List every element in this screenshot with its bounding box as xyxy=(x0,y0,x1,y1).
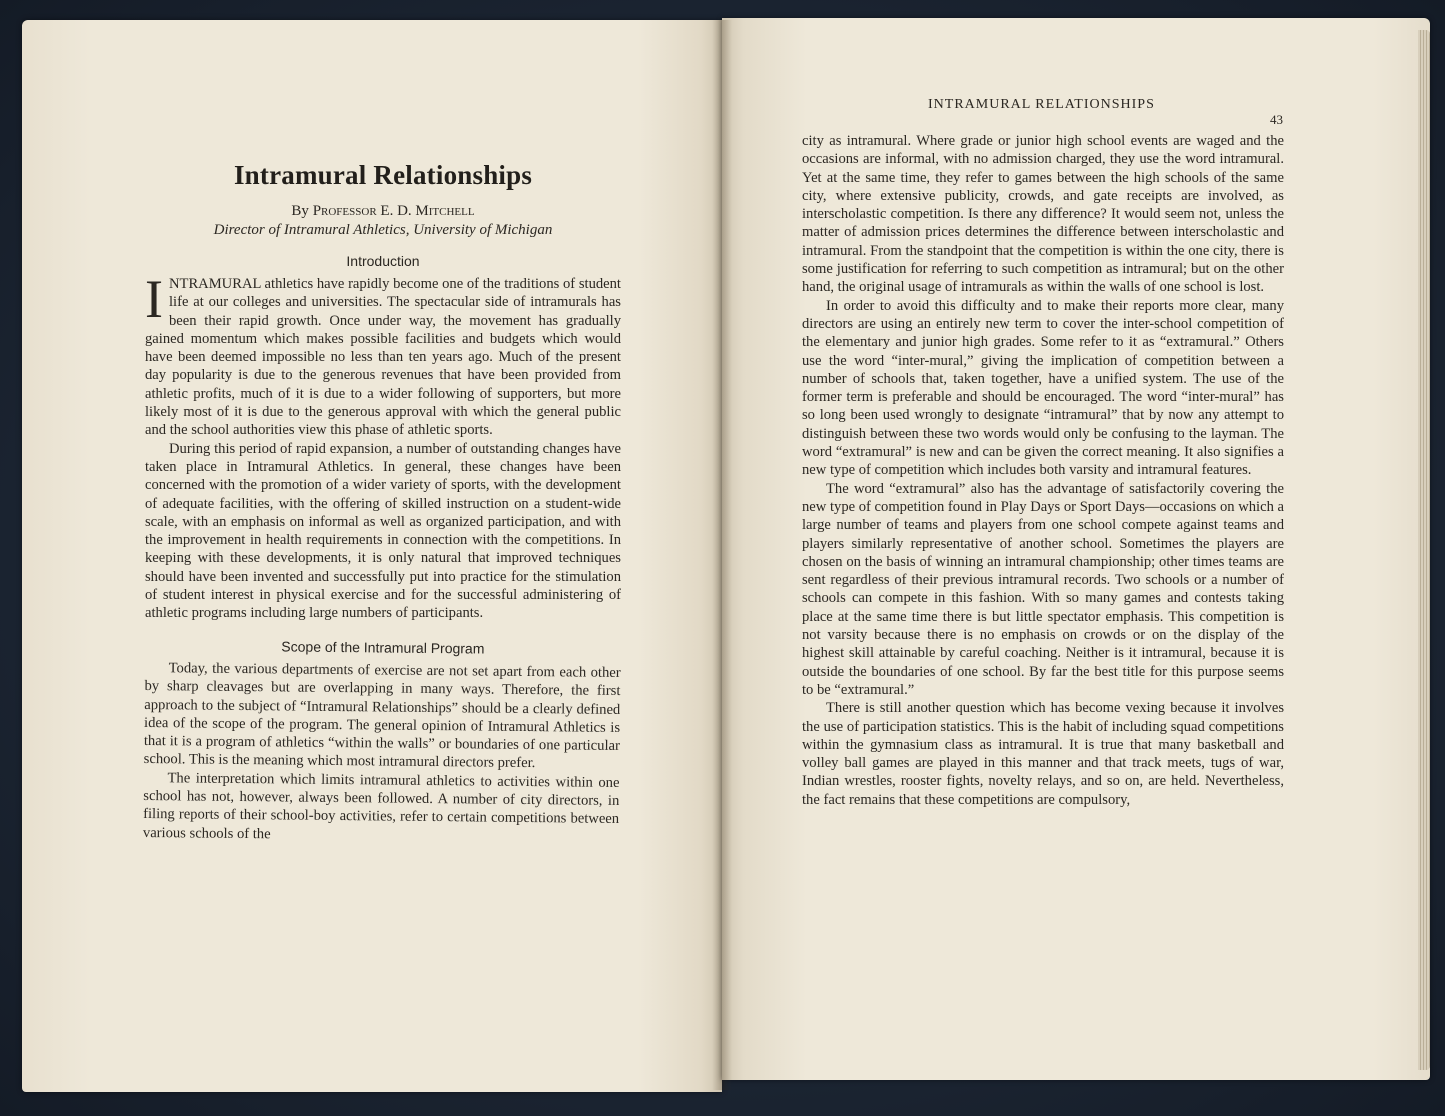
author-name: Professor E. D. Mitchell xyxy=(312,203,475,219)
right-page-text xyxy=(802,132,1284,809)
page-number: 43 xyxy=(1270,112,1283,127)
lower-left-block xyxy=(143,637,621,847)
paragraph-text: NTRAMURAL athletics have rapidly become one of the traditions of student life at our colleges and universities. The spectacular side of intramurals has been their rapid growth. Once under way, the movement has gradually gained momentum which makes possible facilities and budgets which would have been deemed impossible no less than ten years ago. Much of the present day popularity is due to the generous revenues that have been provided from athletic profits, much of it is due to a wider following of supporters, but more likely most of it is due to the generous approval with which the general public and the school authorities view this phase of athletic sports. xyxy=(145,276,621,439)
paragraph: In order to avoid this difficulty and to make their reports more clear, many directors are using an entirely new term to cover the inter-school competition of the elementary and junior high grades. Some refer to it as “extramural.” Others use the word “inter-mural,” giving the implication of competition between a number of schools that, taken together, have a unified system. The use of the former term is preferable and should be encouraged. The word “inter-mural” has so long been used wrongly to designate “intramural” that by now any attempt to distinguish between these two words would only be confusing to the layman. The word “extramural” is new and can be given the correct meaning. It also signifies a new type of competition which includes both varsity and intramural features. xyxy=(802,297,1284,479)
paragraph: During this period of rapid expansion, a number of outstanding changes have taken place in Intramural Athletics. In general, these changes have been concerned with the promotion of a wider variety of sports, with the development of adequate facilities, with the offering of skilled instruction on a student-wide scale, with an emphasis on informal as well as organized participation, and with the improvement in health requirements in connection with the competitions. In keeping with these developments, it is only natural that improved techniques should have been invented and successfully put into practice for the stimulation of student interest in physical exercise and for the successful administering of athletic programs including large numbers of participants. xyxy=(145,440,621,622)
running-head: INTRAMURAL RELATIONSHIPS xyxy=(928,97,1155,112)
book-gutter xyxy=(712,20,732,1090)
paragraph: city as intramural. Where grade or junior high school events are waged and the occasions are informal, with no admission charged, they use the word intramural. Yet at the same time, they refer to games between the high schools of the same city, where extensive publicity, crowds, and gate receipts are involved, as interscholastic competition. Is there any difference? It would seem not, unless the matter of admission prices determines the difference between interscholastic and intramural. From the standpoint that the competition is within the one city, there is some justification for referring to such competition as intramural; but on the other hand, the original usage of intramurals as within the walls of one school is lost. xyxy=(802,133,1284,296)
section-heading-scope: Scope of the Intramural Program xyxy=(281,638,485,657)
paragraph: Today, the various departments of exercise are not set apart from each other by sharp cleavages but are overlapping in many ways. Therefore, the first approach to the subject of “Intramural Relationships” should be a clearly defined idea of the scope of the program. The general opinion of Intramural Athletics is that it is a program of athletics “within the walls” or boundaries of one particular school. This is the meaning which most intramural directors prefer. xyxy=(143,659,621,772)
paragraph: The word “extramural” also has the advantage of satisfactorily covering the new type of competition found in Play Days or Sport Days—occasions on which a large number of teams and players from one school compete against teams and players similarly representative of another school. Sometimes the players are chosen on the basis of winning an intramural championship; other times teams are sent regardless of their previous intramural records. Two schools or a number of schools can compete in this fashion. With so many games and contests taking place at the same time there is but little spectator emphasis. This competition is not varsity because there is no emphasis on crowds or on the display of the highest skill attainable by careful coaching. Neither is it intramural, because it is outside the boundaries of one school. By far the best title for this purpose seems to be “extramural.” xyxy=(802,480,1284,698)
article-title: Intramural Relationships xyxy=(233,160,533,190)
paragraph: The interpretation which limits intramural athletics to activities within one school has not, however, always been followed. A number of city directors, in filing reports of their school-boy activities, refer to certain competitions between various schools of the xyxy=(142,769,620,842)
byline-prefix: By xyxy=(291,203,309,219)
byline xyxy=(145,203,621,220)
author-affiliation: Director of Intramural Athletics, University of Michigan xyxy=(213,222,553,238)
paragraph: There is still another question which has become vexing because it involves the use of participation statistics. This is the habit of including squad competitions within the gymnasium class as intramural. It is true that many basketball and volley ball games are played in this manner and that track meets, tugs of war, Indian wrestles, rooster fights, novelty relays, and so on, are held. Nevertheless, the fact remains that these competitions are compulsory, xyxy=(802,700,1284,808)
section-heading-introduction: Introduction xyxy=(346,253,420,269)
drop-cap: I xyxy=(145,269,163,329)
paragraph xyxy=(145,269,621,440)
left-page-text xyxy=(142,160,621,842)
page-edges xyxy=(1418,30,1430,1070)
